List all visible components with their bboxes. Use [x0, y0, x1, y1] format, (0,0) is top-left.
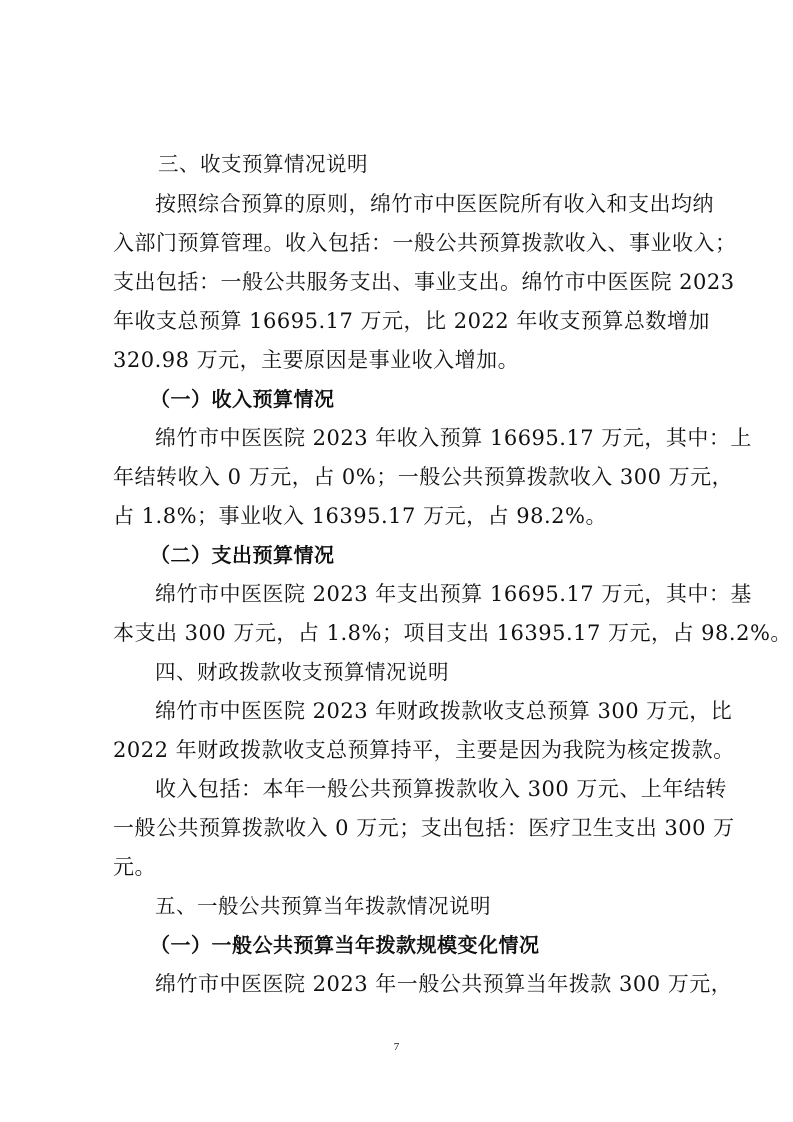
paragraph-line: 本支出 300 万元，占 1.8%；项目支出 16395.17 万元，占 98.2%。 — [113, 621, 792, 645]
subsection-heading-income: （一）收入预算情况 — [150, 387, 335, 411]
page-number: 7 — [393, 1041, 400, 1053]
paragraph-line: 绵竹市中医医院 2023 年支出预算 16695.17 万元，其中：基 — [155, 582, 752, 606]
paragraph-line: 年收支总预算 16695.17 万元，比 2022 年收支预算总数增加 — [113, 309, 710, 333]
paragraph-line: 按照综合预算的原则，绵竹市中医医院所有收入和支出均纳 — [155, 192, 714, 216]
paragraph-line: 绵竹市中医医院 2023 年收入预算 16695.17 万元，其中：上 — [155, 426, 752, 450]
paragraph-line: 支出包括：一般公共服务支出、事业支出。绵竹市中医医院 2023 — [113, 270, 735, 294]
paragraph-line: 绵竹市中医医院 2023 年财政拨款收支总预算 300 万元，比 — [155, 699, 733, 723]
paragraph-line: 收入包括：本年一般公共预算拨款收入 300 万元、上年结转 — [155, 777, 727, 801]
paragraph-line: 绵竹市中医医院 2023 年一般公共预算当年拨款 300 万元， — [155, 972, 733, 996]
paragraph-line: 元。 — [113, 855, 156, 879]
section-heading-3: 三、收支预算情况说明 — [158, 152, 368, 176]
section-heading-4: 四、财政拨款收支预算情况说明 — [155, 660, 449, 684]
subsection-heading-appropriation-change: （一）一般公共预算当年拨款规模变化情况 — [150, 933, 540, 957]
paragraph-line: 年结转收入 0 万元，占 0%；一般公共预算拨款收入 300 万元， — [113, 465, 734, 489]
paragraph-line: 一般公共预算拨款收入 0 万元；支出包括：医疗卫生支出 300 万 — [113, 816, 735, 840]
paragraph-line: 占 1.8%；事业收入 16395.17 万元，占 98.2%。 — [113, 504, 607, 528]
subsection-heading-expense: （二）支出预算情况 — [150, 543, 335, 567]
paragraph-line: 入部门预算管理。收入包括：一般公共预算拨款收入、事业收入； — [113, 231, 737, 255]
paragraph-line: 2022 年财政拨款收支总预算持平，主要是因为我院为核定拨款。 — [113, 738, 735, 762]
section-heading-5: 五、一般公共预算当年拨款情况说明 — [155, 894, 491, 918]
paragraph-line: 320.98 万元，主要原因是事业收入增加。 — [113, 348, 520, 372]
